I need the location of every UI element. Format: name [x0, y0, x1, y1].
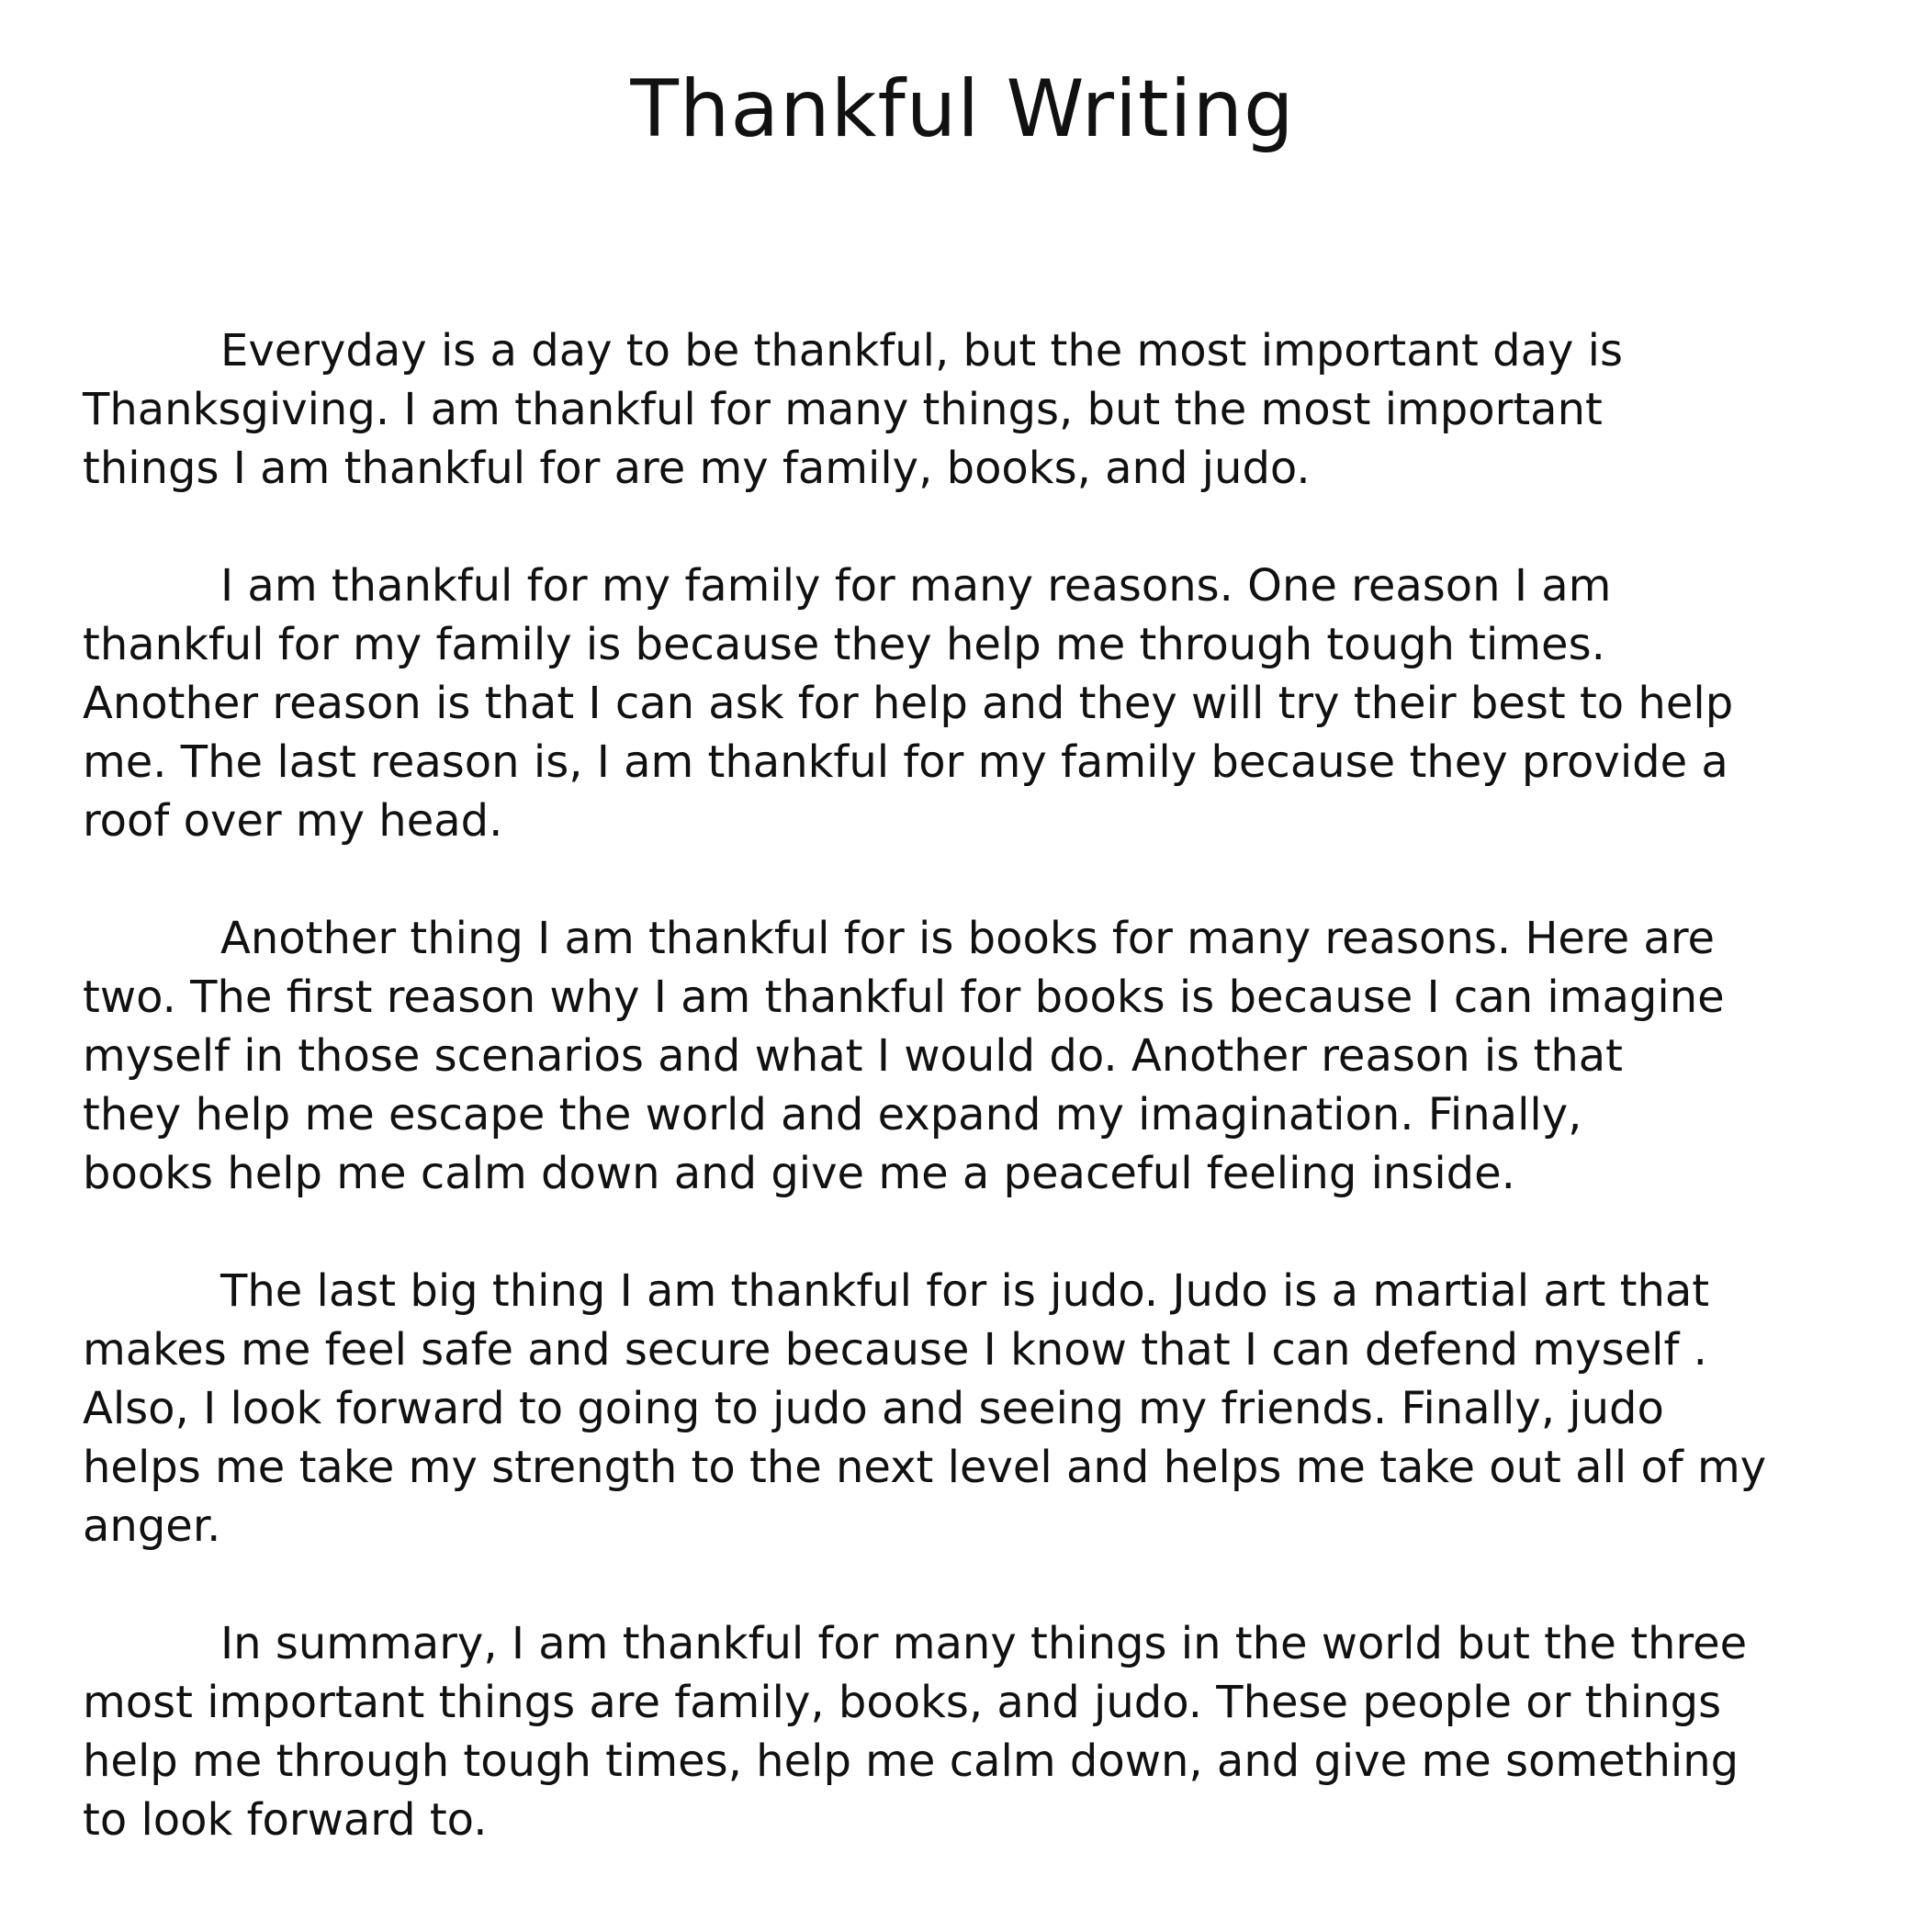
paragraph-line: anger. — [83, 1500, 221, 1552]
document-title: Thankful Writing — [630, 63, 1295, 155]
paragraph-line: In summary, I am thankful for many things in the world but the three — [220, 1618, 1748, 1669]
paragraph-line: to look forward to. — [83, 1794, 488, 1846]
essay-body — [83, 321, 1883, 1908]
paragraph-line: Thanksgiving. I am thankful for many things, but the most important — [83, 384, 1603, 435]
paragraph-judo — [83, 1262, 1883, 1556]
paragraph-line: helps me take my strength to the next level and helps me take out all of my — [83, 1442, 1767, 1493]
paragraph-line: me. The last reason is, I am thankful for my family because they provide a — [83, 736, 1728, 788]
paragraph-line: myself in those scenarios and what I would do. Another reason is that — [83, 1030, 1623, 1082]
paragraph-line: I am thankful for my family for many reasons. One reason I am — [220, 560, 1612, 612]
paragraph-summary — [83, 1614, 1883, 1849]
paragraph-line: roof over my head. — [83, 795, 503, 847]
paragraph-line: Everyday is a day to be thankful, but the most important day is — [220, 325, 1624, 376]
paragraph-line: Also, I look forward to going to judo and seeing my friends. Finally, judo — [83, 1383, 1664, 1434]
paragraph-line: they help me escape the world and expand my imagination. Finally, — [83, 1089, 1582, 1140]
paragraph-books — [83, 909, 1883, 1203]
paragraph-line: books help me calm down and give me a peaceful feeling inside. — [83, 1148, 1515, 1199]
paragraph-line: help me through tough times, help me calm down, and give me something — [83, 1735, 1739, 1787]
paragraph-line: thankful for my family is because they help me through tough times. — [83, 619, 1605, 670]
paragraph-line: Another reason is that I can ask for help and they will try their best to help — [83, 678, 1734, 729]
paragraph-intro — [83, 321, 1883, 498]
paragraph-family — [83, 556, 1883, 850]
paragraph-line: things I am thankful for are my family, books, and judo. — [83, 443, 1311, 494]
paragraph-line: most important things are family, books, and judo. These people or things — [83, 1677, 1722, 1728]
paragraph-line: makes me feel safe and secure because I know that I can defend myself . — [83, 1324, 1707, 1376]
paragraph-line: The last big thing I am thankful for is judo. Judo is a martial art that — [220, 1265, 1710, 1317]
paragraph-line: Another thing I am thankful for is books for many reasons. Here are — [220, 913, 1716, 964]
paragraph-line: two. The first reason why I am thankful for books is because I can imagine — [83, 972, 1725, 1023]
